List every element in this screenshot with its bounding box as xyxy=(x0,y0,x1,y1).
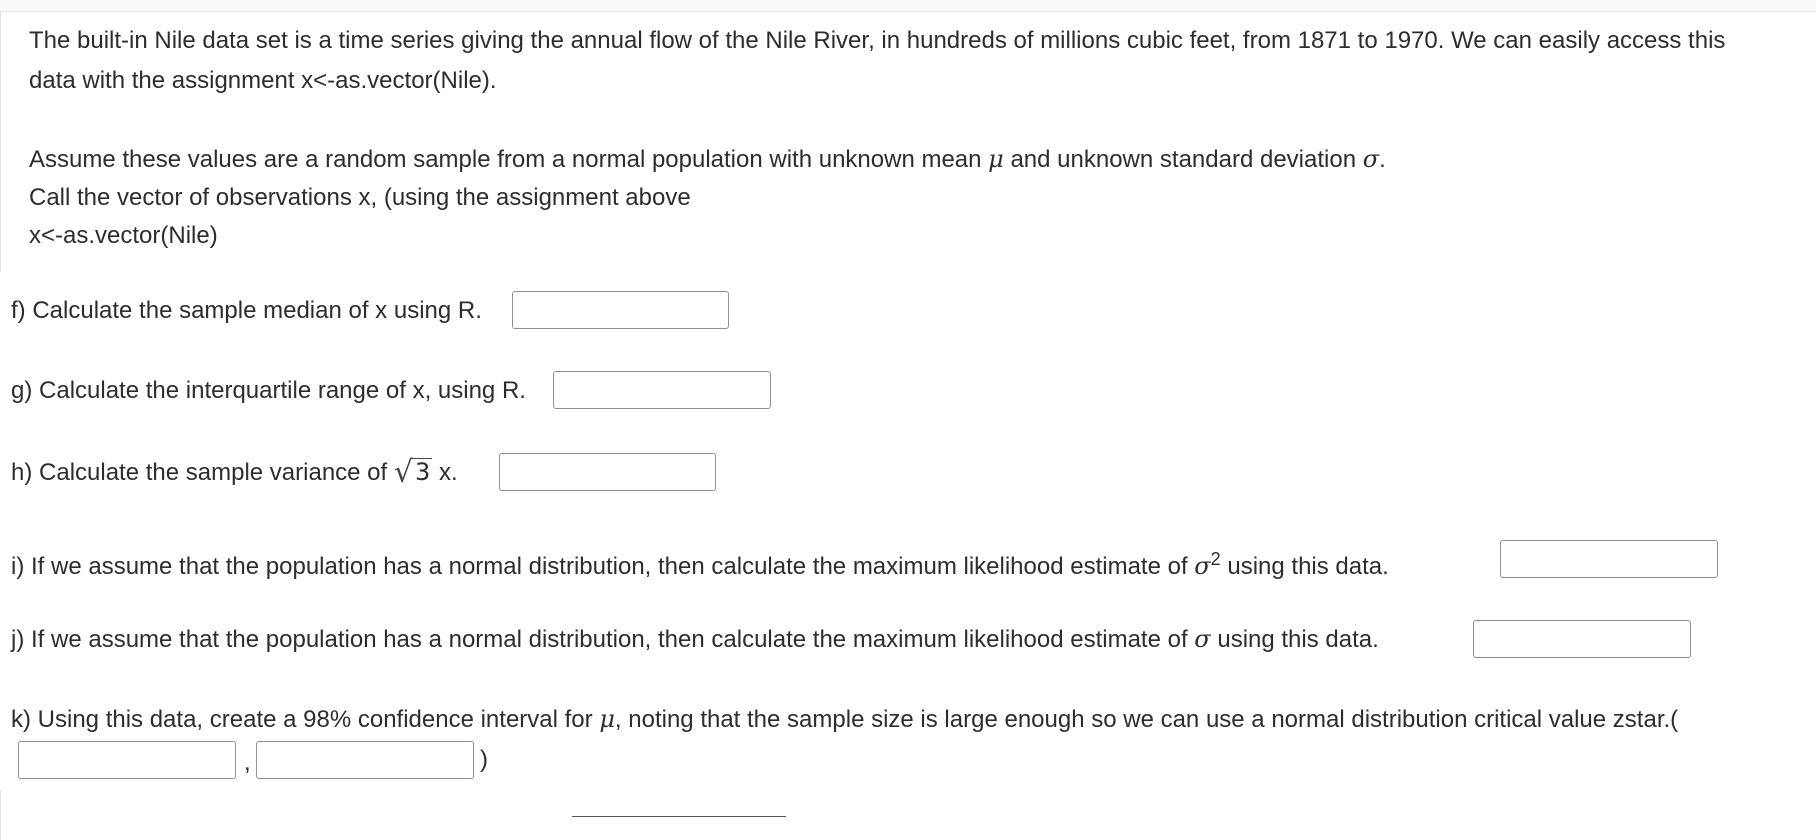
intro-line-2: data with the assignment x<-as.vector(Nile). xyxy=(29,67,497,94)
radicand: 3 xyxy=(415,458,431,486)
question-h-text-a: h) Calculate the sample variance of xyxy=(11,459,394,486)
question-g-answer-input[interactable] xyxy=(553,371,771,409)
sigma-symbol: σ xyxy=(1362,145,1380,173)
question-f-answer-input[interactable] xyxy=(512,291,729,329)
bottom-rule xyxy=(572,816,786,817)
question-g-text: g) Calculate the interquartile range of x, using R. xyxy=(11,377,526,404)
question-j-text xyxy=(11,624,1379,655)
assumption-text-a: Assume these values are a random sample from a normal population with unknown mean xyxy=(29,146,989,173)
question-h-answer-input[interactable] xyxy=(499,453,716,491)
question-k-upper-bound-input[interactable] xyxy=(256,741,474,779)
question-j-text-a: j) If we assume that the population has a normal distribution, then calculate the maximum likelihood estimate of xyxy=(11,626,1195,653)
question-k-lower-bound-input[interactable] xyxy=(18,741,236,779)
left-edge-line xyxy=(0,790,1,840)
intro-assignment-line: x<-as.vector(Nile) xyxy=(29,222,218,249)
interval-close-paren: ) xyxy=(480,746,488,773)
question-k-text-a: k) Using this data, create a 98% confidence interval for xyxy=(11,706,600,733)
intro-call-line: Call the vector of observations x, (using the assignment above xyxy=(29,184,691,211)
question-j-answer-input[interactable] xyxy=(1473,620,1691,658)
question-i-text xyxy=(11,544,1389,582)
mu-symbol: μ xyxy=(599,705,615,733)
question-f-text: f) Calculate the sample median of x using R. xyxy=(11,297,482,324)
squared-exponent: 2 xyxy=(1210,549,1221,569)
question-k-text-b: , noting that the sample size is large enough so we can use a normal distribution critical value zstar.( xyxy=(614,706,1679,733)
intro-assumption-line xyxy=(29,144,1386,175)
assumption-text-c: . xyxy=(1379,146,1386,173)
interval-separator: , xyxy=(244,749,251,776)
question-k-text xyxy=(11,704,1678,735)
question-i-answer-input[interactable] xyxy=(1500,540,1718,578)
sigma-symbol: σ xyxy=(1194,552,1211,580)
top-border xyxy=(0,0,1816,12)
mu-symbol: μ xyxy=(988,145,1004,173)
assumption-text-b: and unknown standard deviation xyxy=(1003,146,1363,173)
question-h-text-b: x. xyxy=(432,459,458,486)
question-i-text-b: using this data. xyxy=(1220,553,1389,580)
question-h-text xyxy=(11,457,458,488)
question-i-text-a: i) If we assume that the population has a normal distribution, then calculate the maximum likelihood estimate of xyxy=(11,553,1195,580)
question-j-text-b: using this data. xyxy=(1210,626,1379,653)
radical-sign: √ xyxy=(393,455,413,490)
intro-line-1: The built-in Nile data set is a time series giving the annual flow of the Nile River, in hundreds of millions cubic feet, from 1871 to 1970. We can easily access this xyxy=(29,27,1726,54)
sqrt-expression xyxy=(393,455,432,490)
sigma-symbol: σ xyxy=(1194,625,1211,653)
